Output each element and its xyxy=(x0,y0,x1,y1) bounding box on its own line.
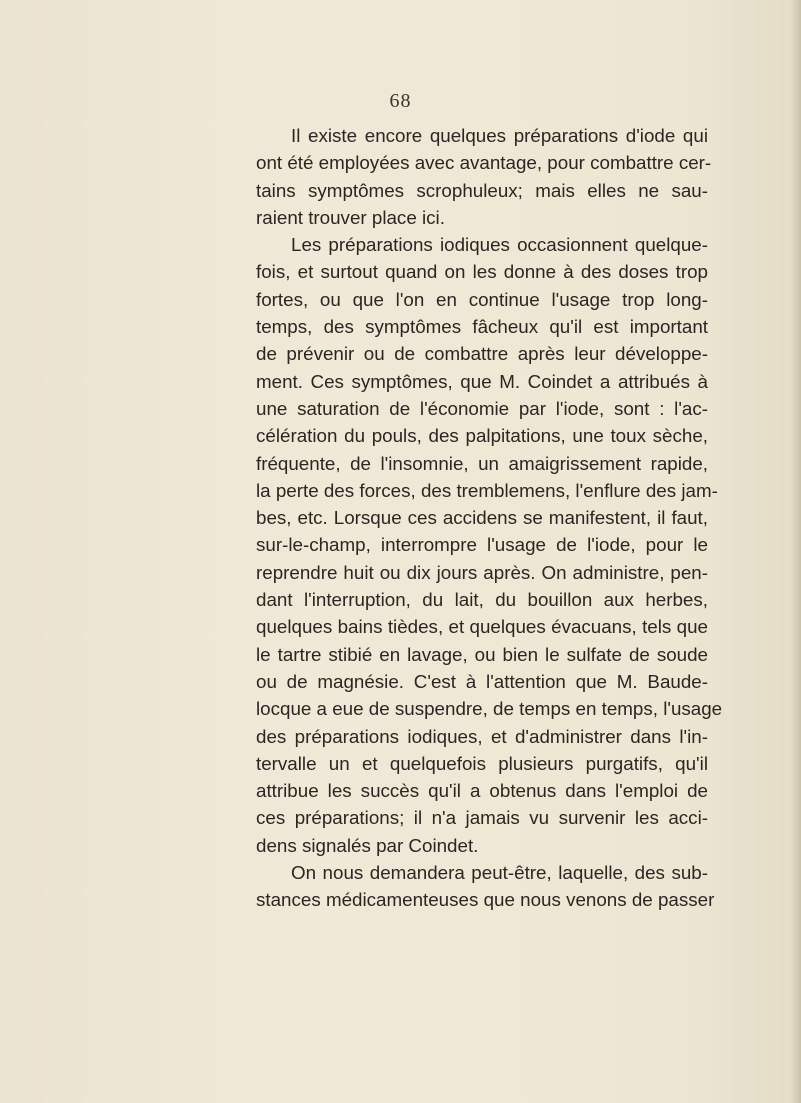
text-line: stances médicamenteuses que nous venons de passer xyxy=(256,889,715,911)
text-line: temps, des symptômes fâcheux qu'il est important xyxy=(256,316,708,338)
text-line: des préparations iodiques, et d'administrer dans l'in- xyxy=(256,725,708,747)
text-line: ment. Ces symptômes, que M. Coindet a attribués à xyxy=(256,370,708,392)
text-line: ou de magnésie. C'est à l'attention que M. Baude- xyxy=(256,670,708,692)
text-line: On nous demandera peut-être, laquelle, des sub- xyxy=(291,862,708,884)
text-line: Il existe encore quelques préparations d'iode qui xyxy=(291,125,708,146)
text-line: locque a eue de suspendre, de temps en temps, l'usage xyxy=(256,698,723,720)
text-line: Les préparations iodiques occasionnent quelque- xyxy=(291,234,708,256)
text-line: ont été employées avec avantage, pour combattre cer- xyxy=(256,152,712,174)
text-line: attribue les succès qu'il a obtenus dans l'emploi de xyxy=(256,780,708,802)
body-text xyxy=(256,122,723,914)
text-line: ces préparations; il n'a jamais vu survenir les acci- xyxy=(256,807,708,829)
text-line: fois, et surtout quand on les donne à des doses trop xyxy=(256,261,708,283)
text-line: raient trouver place ici. xyxy=(256,206,445,228)
text-line: tains symptômes scrophuleux; mais elles ne sau- xyxy=(256,179,708,201)
text-line: tervalle un et quelquefois plusieurs purgatifs, qu'il xyxy=(256,752,708,774)
text-line: de prévenir ou de combattre après leur développe- xyxy=(256,343,708,365)
text-line: sur-le-champ, interrompre l'usage de l'iode, pour le xyxy=(256,534,708,556)
text-line: fortes, ou que l'on en continue l'usage trop long- xyxy=(256,288,708,310)
text-line: fréquente, de l'insomnie, un amaigrissement rapide, xyxy=(256,452,708,474)
text-line: dens signalés par Coindet. xyxy=(256,834,479,856)
text-line: le tartre stibié en lavage, ou bien le sulfate de soude xyxy=(256,643,708,665)
page-number: 68 xyxy=(389,90,412,112)
text-line: la perte des forces, des tremblemens, l'enflure des jam- xyxy=(256,479,718,501)
text-line: une saturation de l'économie par l'iode, sont : l'ac- xyxy=(256,397,708,419)
text-line: quelques bains tièdes, et quelques évacuans, tels que xyxy=(256,616,708,638)
text-line: bes, etc. Lorsque ces accidens se manifestent, il faut, xyxy=(256,507,708,529)
text-line: reprendre huit ou dix jours après. On administre, pen- xyxy=(256,561,708,583)
page-edge-shadow xyxy=(791,0,801,1103)
text-line: célération du pouls, des palpitations, une toux sèche, xyxy=(256,425,708,447)
text-line: dant l'interruption, du lait, du bouillon aux herbes, xyxy=(256,589,708,611)
